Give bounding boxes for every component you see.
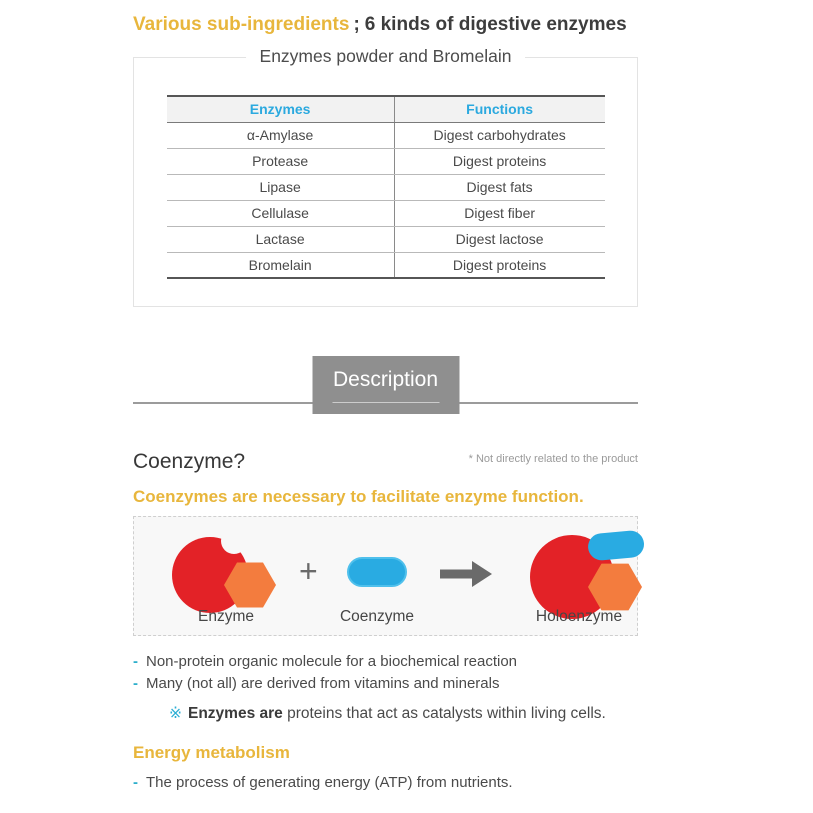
list-item	[133, 673, 638, 695]
coenzyme-pill-icon	[347, 557, 407, 587]
coenzyme-diagram	[133, 516, 638, 636]
enzyme-note	[169, 704, 638, 723]
energy-metabolism-heading: Energy metabolism	[133, 743, 290, 762]
coenzyme-subtitle: Coenzymes are necessary to facilitate enzyme function.	[133, 487, 584, 506]
page-title	[133, 14, 638, 36]
dash-bullet-icon: -	[133, 653, 138, 670]
bullet-text: Non-protein organic molecule for a biochemical reaction	[146, 653, 518, 670]
note-bold-text: Enzymes are	[188, 705, 283, 722]
column-header-functions: Functions	[394, 96, 604, 122]
table-row	[167, 122, 605, 148]
holoenzyme-label: Holoenzyme	[535, 608, 623, 625]
list-item	[133, 772, 638, 794]
coenzyme-heading-row	[133, 450, 638, 474]
function-cell: Digest fats	[394, 174, 604, 200]
function-cell: Digest proteins	[394, 252, 604, 278]
reference-mark-icon: ※	[169, 705, 182, 722]
description-banner: Description	[312, 356, 459, 414]
enzyme-cell: Lactase	[167, 226, 395, 252]
table-header-row	[167, 96, 605, 122]
table-row	[167, 148, 605, 174]
table-row	[167, 252, 605, 278]
function-cell: Digest lactose	[394, 226, 604, 252]
title-separator: ;	[353, 14, 360, 35]
dash-bullet-icon: -	[133, 774, 138, 791]
bullet-text: Many (not all) are derived from vitamins and minerals	[146, 675, 500, 692]
enzyme-cell: Cellulase	[167, 200, 395, 226]
product-disclaimer: * Not directly related to the product	[468, 453, 638, 465]
coenzyme-bullet-list	[133, 651, 638, 695]
enzyme-table	[167, 95, 605, 279]
enzyme-cell: Bromelain	[167, 252, 395, 278]
enzyme-box-title: Enzymes powder and Bromelain	[246, 46, 526, 67]
table-row	[167, 174, 605, 200]
table-row	[167, 200, 605, 226]
enzyme-table-box	[133, 46, 638, 307]
coenzyme-label: Coenzyme	[339, 608, 415, 625]
coenzyme-heading: Coenzyme?	[133, 450, 246, 473]
enzyme-cell: α-Amylase	[167, 122, 395, 148]
energy-bullet-list	[133, 772, 638, 794]
list-item	[133, 651, 638, 673]
note-text: proteins that act as catalysts within living cells.	[287, 705, 606, 722]
description-section	[133, 356, 638, 414]
enzyme-label: Enzyme	[198, 608, 254, 625]
function-cell: Digest carbohydrates	[394, 122, 604, 148]
enzyme-cell: Lipase	[167, 174, 395, 200]
title-accent: Various sub-ingredients	[133, 14, 350, 35]
table-row	[167, 226, 605, 252]
title-rest: 6 kinds of digestive enzymes	[364, 14, 627, 35]
arrow-right-icon	[440, 561, 492, 587]
page-content	[133, 0, 638, 794]
function-cell: Digest fiber	[394, 200, 604, 226]
function-cell: Digest proteins	[394, 148, 604, 174]
bullet-text: The process of generating energy (ATP) from nutrients.	[146, 774, 513, 791]
dash-bullet-icon: -	[133, 675, 138, 692]
enzyme-cell: Protease	[167, 148, 395, 174]
column-header-enzymes: Enzymes	[167, 96, 395, 122]
plus-operator: +	[299, 553, 318, 589]
